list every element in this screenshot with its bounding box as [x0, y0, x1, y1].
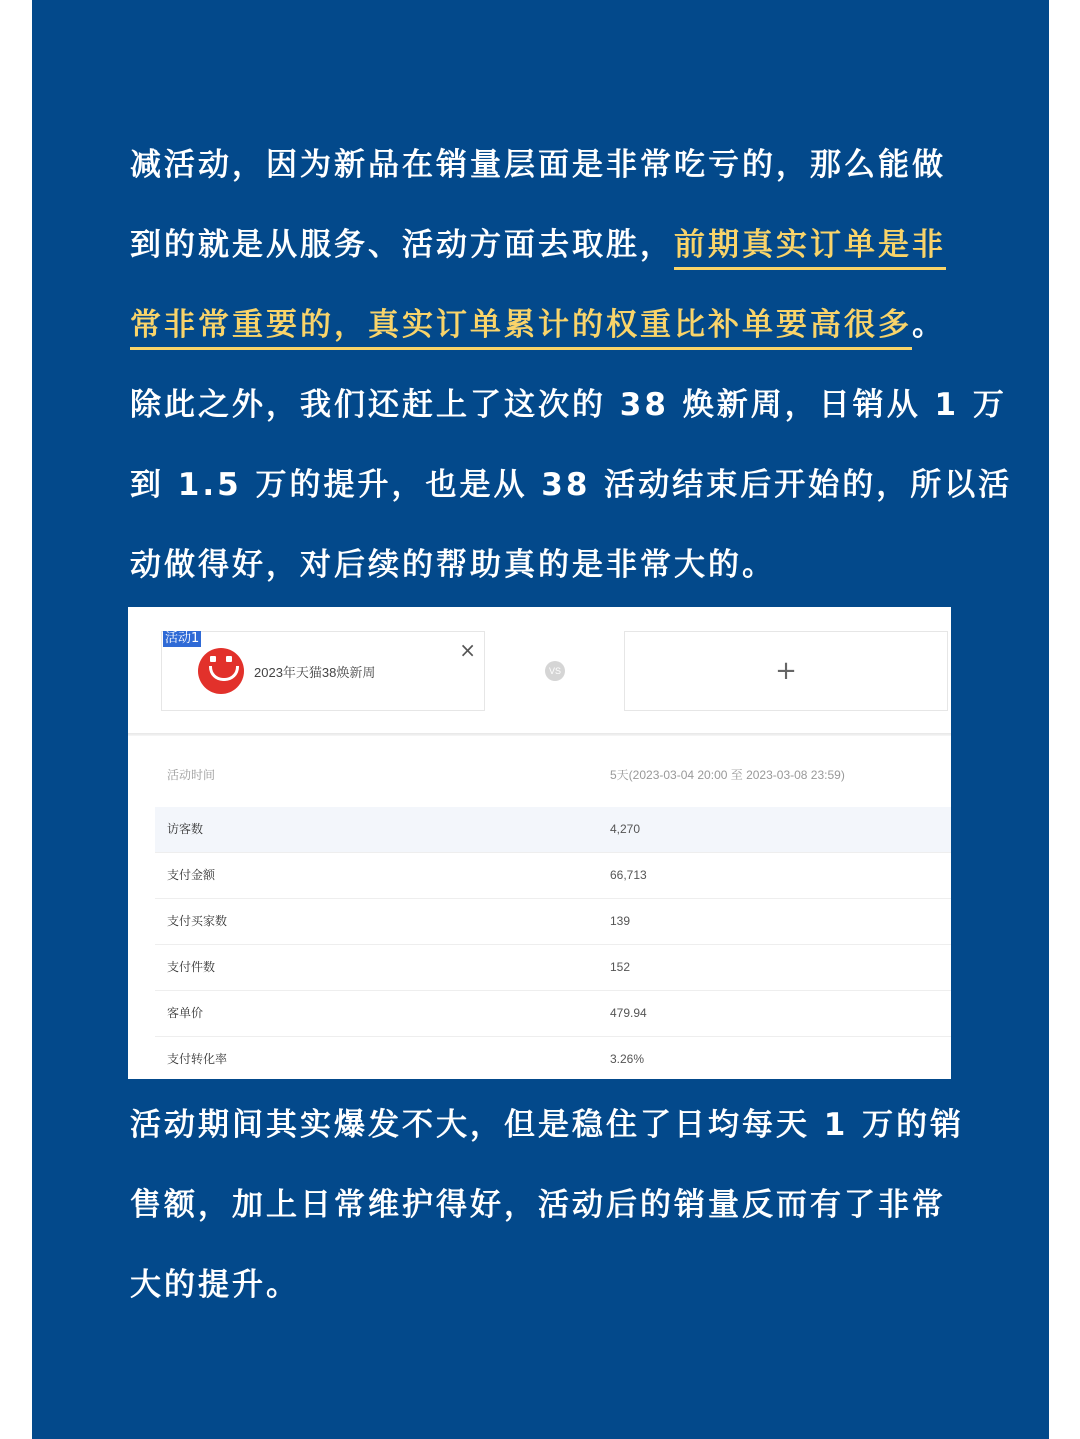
- row-label: 访客数: [167, 822, 204, 836]
- table-row: [155, 807, 951, 853]
- text-segment: 。: [912, 307, 946, 343]
- table-row: [155, 853, 951, 899]
- text-line: 大的提升。: [130, 1267, 300, 1303]
- row-label: 支付件数: [167, 960, 216, 974]
- table-header-row: [155, 747, 951, 807]
- table-row: [155, 991, 951, 1037]
- text-segment: 到的就是从服务、活动方面去取胜，: [130, 227, 674, 263]
- paragraph-top: [130, 125, 1013, 605]
- text-line: 除此之外，我们还赶上了这次的 38 焕新周，日销从 1 万: [130, 387, 1007, 423]
- row-value: 66,713: [610, 868, 647, 882]
- activity-tag: 活动1: [165, 631, 200, 646]
- row-label: 支付转化率: [167, 1052, 228, 1066]
- row-value: 3.26%: [610, 1052, 645, 1066]
- activity-name: 2023年天猫38焕新周: [254, 665, 376, 680]
- plus-icon: +: [775, 656, 797, 686]
- table-row: [155, 945, 951, 991]
- row-value: 4,270: [610, 822, 641, 836]
- tmall-logo-icon: [198, 648, 244, 694]
- vs-icon: VS: [545, 661, 565, 681]
- text-line: 动做得好，对后续的帮助真的是非常大的。: [130, 547, 776, 583]
- activity-stats-screenshot: [128, 607, 951, 1079]
- header-label: 活动时间: [167, 768, 216, 782]
- text-line: [130, 285, 952, 365]
- text-line: 减活动，因为新品在销量层面是非常吃亏的，那么能做: [130, 147, 946, 183]
- header-value: 5天(2023-03-04 20:00 至 2023-03-08 23:59): [610, 768, 845, 782]
- row-label: 支付买家数: [167, 914, 228, 928]
- text-line: 活动期间其实爆发不大，但是稳住了日均每天 1 万的销: [130, 1107, 965, 1143]
- text-line: [130, 205, 952, 285]
- table-row: [155, 1037, 951, 1079]
- row-label: 客单价: [167, 1006, 204, 1020]
- highlighted-text: 前期真实订单是非: [674, 227, 946, 270]
- stats-table: [155, 747, 951, 1079]
- text-line: 售额，加上日常维护得好，活动后的销量反而有了非常: [130, 1187, 946, 1223]
- activity-card[interactable]: [161, 631, 485, 711]
- divider: [128, 733, 951, 736]
- highlighted-text: 常非常重要的，真实订单累计的权重比补单要高很多: [130, 307, 912, 350]
- row-value: 152: [610, 960, 631, 974]
- row-value: 139: [610, 914, 631, 928]
- add-activity-button[interactable]: [624, 631, 948, 711]
- close-icon[interactable]: ×: [459, 638, 476, 662]
- paragraph-bottom: [130, 1085, 965, 1325]
- row-value: 479.94: [610, 1006, 647, 1020]
- table-row: [155, 899, 951, 945]
- text-line: 到 1.5 万的提升，也是从 38 活动结束后开始的，所以活: [130, 467, 1013, 503]
- row-label: 支付金额: [167, 868, 216, 882]
